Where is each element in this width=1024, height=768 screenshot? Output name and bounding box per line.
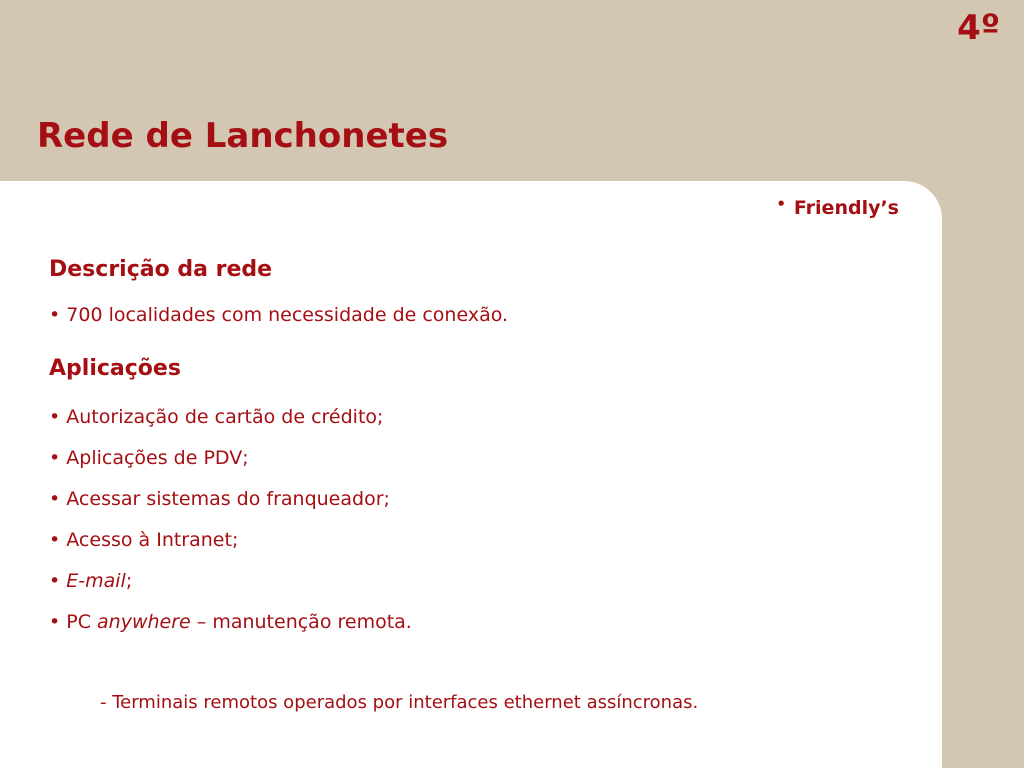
pc-prefix-text: PC [66,611,98,633]
description-item-text: 700 localidades com necessidade de conexão. [66,304,509,326]
bullet-char: • [49,304,61,326]
terminal-note: - Terminais remotos operados por interfaces ethernet assíncronas. [100,692,699,713]
slide-number: 4º [957,8,1000,48]
application-item [49,406,383,428]
content-panel [0,181,942,768]
tag-bullet: • [776,195,786,213]
tag-label: Friendly’s [793,197,899,219]
application-item-text: Autorização de cartão de crédito; [66,406,384,428]
application-item-pc [49,611,412,633]
pc-italic-text: anywhere [97,611,191,633]
bullet-char: • [49,488,61,510]
bullet-char: • [49,447,61,469]
bullet-char: • [49,611,61,633]
application-item [49,447,249,469]
slide-title: Rede de Lanchonetes [37,116,449,156]
bullet-char: • [49,406,61,428]
description-item [49,304,508,326]
pc-rest-text: – manutenção remota. [190,611,412,633]
description-heading: Descrição da rede [49,257,273,282]
bullet-char: • [49,529,61,551]
application-item [49,488,390,510]
email-rest-text: ; [125,570,133,592]
applications-heading: Aplicações [49,356,181,381]
bullet-char: • [49,570,61,592]
application-item-text: Acessar sistemas do franqueador; [66,488,390,510]
application-item [49,529,238,551]
application-item-text: Aplicações de PDV; [66,447,249,469]
application-item-email [49,570,132,592]
application-item-text: Acesso à Intranet; [66,529,239,551]
email-italic-text: E-mail [66,570,126,592]
network-tag [776,195,899,219]
